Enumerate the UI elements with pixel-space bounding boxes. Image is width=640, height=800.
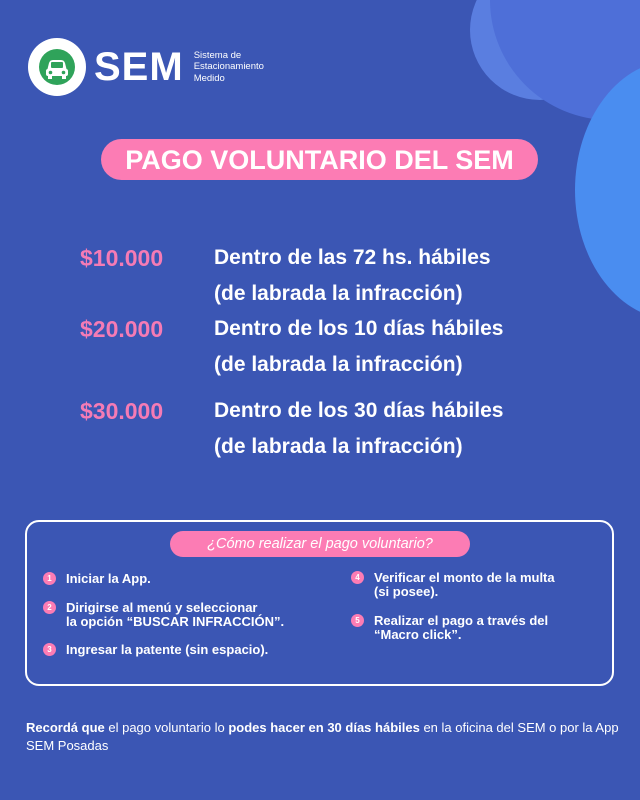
price: $10.000 [80, 245, 164, 271]
step-number-badge: 5 [351, 614, 364, 627]
sem-logo [28, 38, 264, 96]
step-number-badge: 1 [43, 572, 56, 585]
footer-note [26, 719, 626, 755]
logo-subtitle-line: Estacionamiento [193, 61, 264, 73]
car-icon [37, 47, 77, 87]
price-description [214, 393, 503, 465]
logo-badge [28, 38, 86, 96]
price: $30.000 [80, 398, 164, 424]
description-line: (de labrada la infracción) [214, 435, 463, 458]
step-text: la opción “BUSCAR INFRACCIÓN”. [66, 614, 285, 629]
howto-title: ¿Cómo realizar el pago voluntario? [170, 531, 470, 557]
step-text: (si posee). [374, 584, 439, 599]
step-number-badge: 4 [351, 571, 364, 584]
step-text: Ingresar la patente (sin espacio). [66, 642, 269, 657]
step-2 [47, 600, 285, 629]
description-line: Dentro de los 10 días hábiles [214, 317, 504, 340]
price-description [214, 240, 491, 312]
page-title: PAGO VOLUNTARIO DEL SEM [101, 139, 538, 180]
footer-bold: Recordá que [26, 720, 105, 735]
price-description [214, 311, 503, 383]
logo-word: SEM [94, 44, 184, 89]
step-4 [355, 570, 555, 599]
description-line: (de labrada la infracción) [214, 353, 463, 376]
logo-subtitle [194, 50, 264, 85]
logo-subtitle-line: Sistema de [193, 49, 242, 61]
footer-bold: podes hacer en 30 días hábiles [228, 720, 420, 735]
step-text: Dirigirse al menú y seleccionar [66, 600, 258, 615]
step-1 [47, 571, 151, 586]
step-number-badge: 3 [43, 643, 56, 656]
step-text: “Macro click”. [374, 627, 462, 642]
step-text: Realizar el pago a través del [374, 613, 549, 628]
step-number-badge: 2 [43, 601, 56, 614]
description-line: Dentro de los 30 días hábiles [214, 399, 504, 422]
step-text: Verificar el monto de la multa [374, 570, 555, 585]
price: $20.000 [80, 316, 164, 342]
description-line: (de labrada la infracción) [214, 282, 463, 305]
footer-text: el pago voluntario lo [104, 720, 229, 735]
step-text: Iniciar la App. [66, 571, 151, 586]
step-3 [47, 642, 269, 657]
logo-subtitle-line: Medido [193, 72, 225, 84]
description-line: Dentro de las 72 hs. hábiles [214, 246, 491, 269]
footer-text: en la oficina del SEM o por la App SEM Posadas [26, 720, 619, 753]
step-5 [355, 613, 549, 642]
